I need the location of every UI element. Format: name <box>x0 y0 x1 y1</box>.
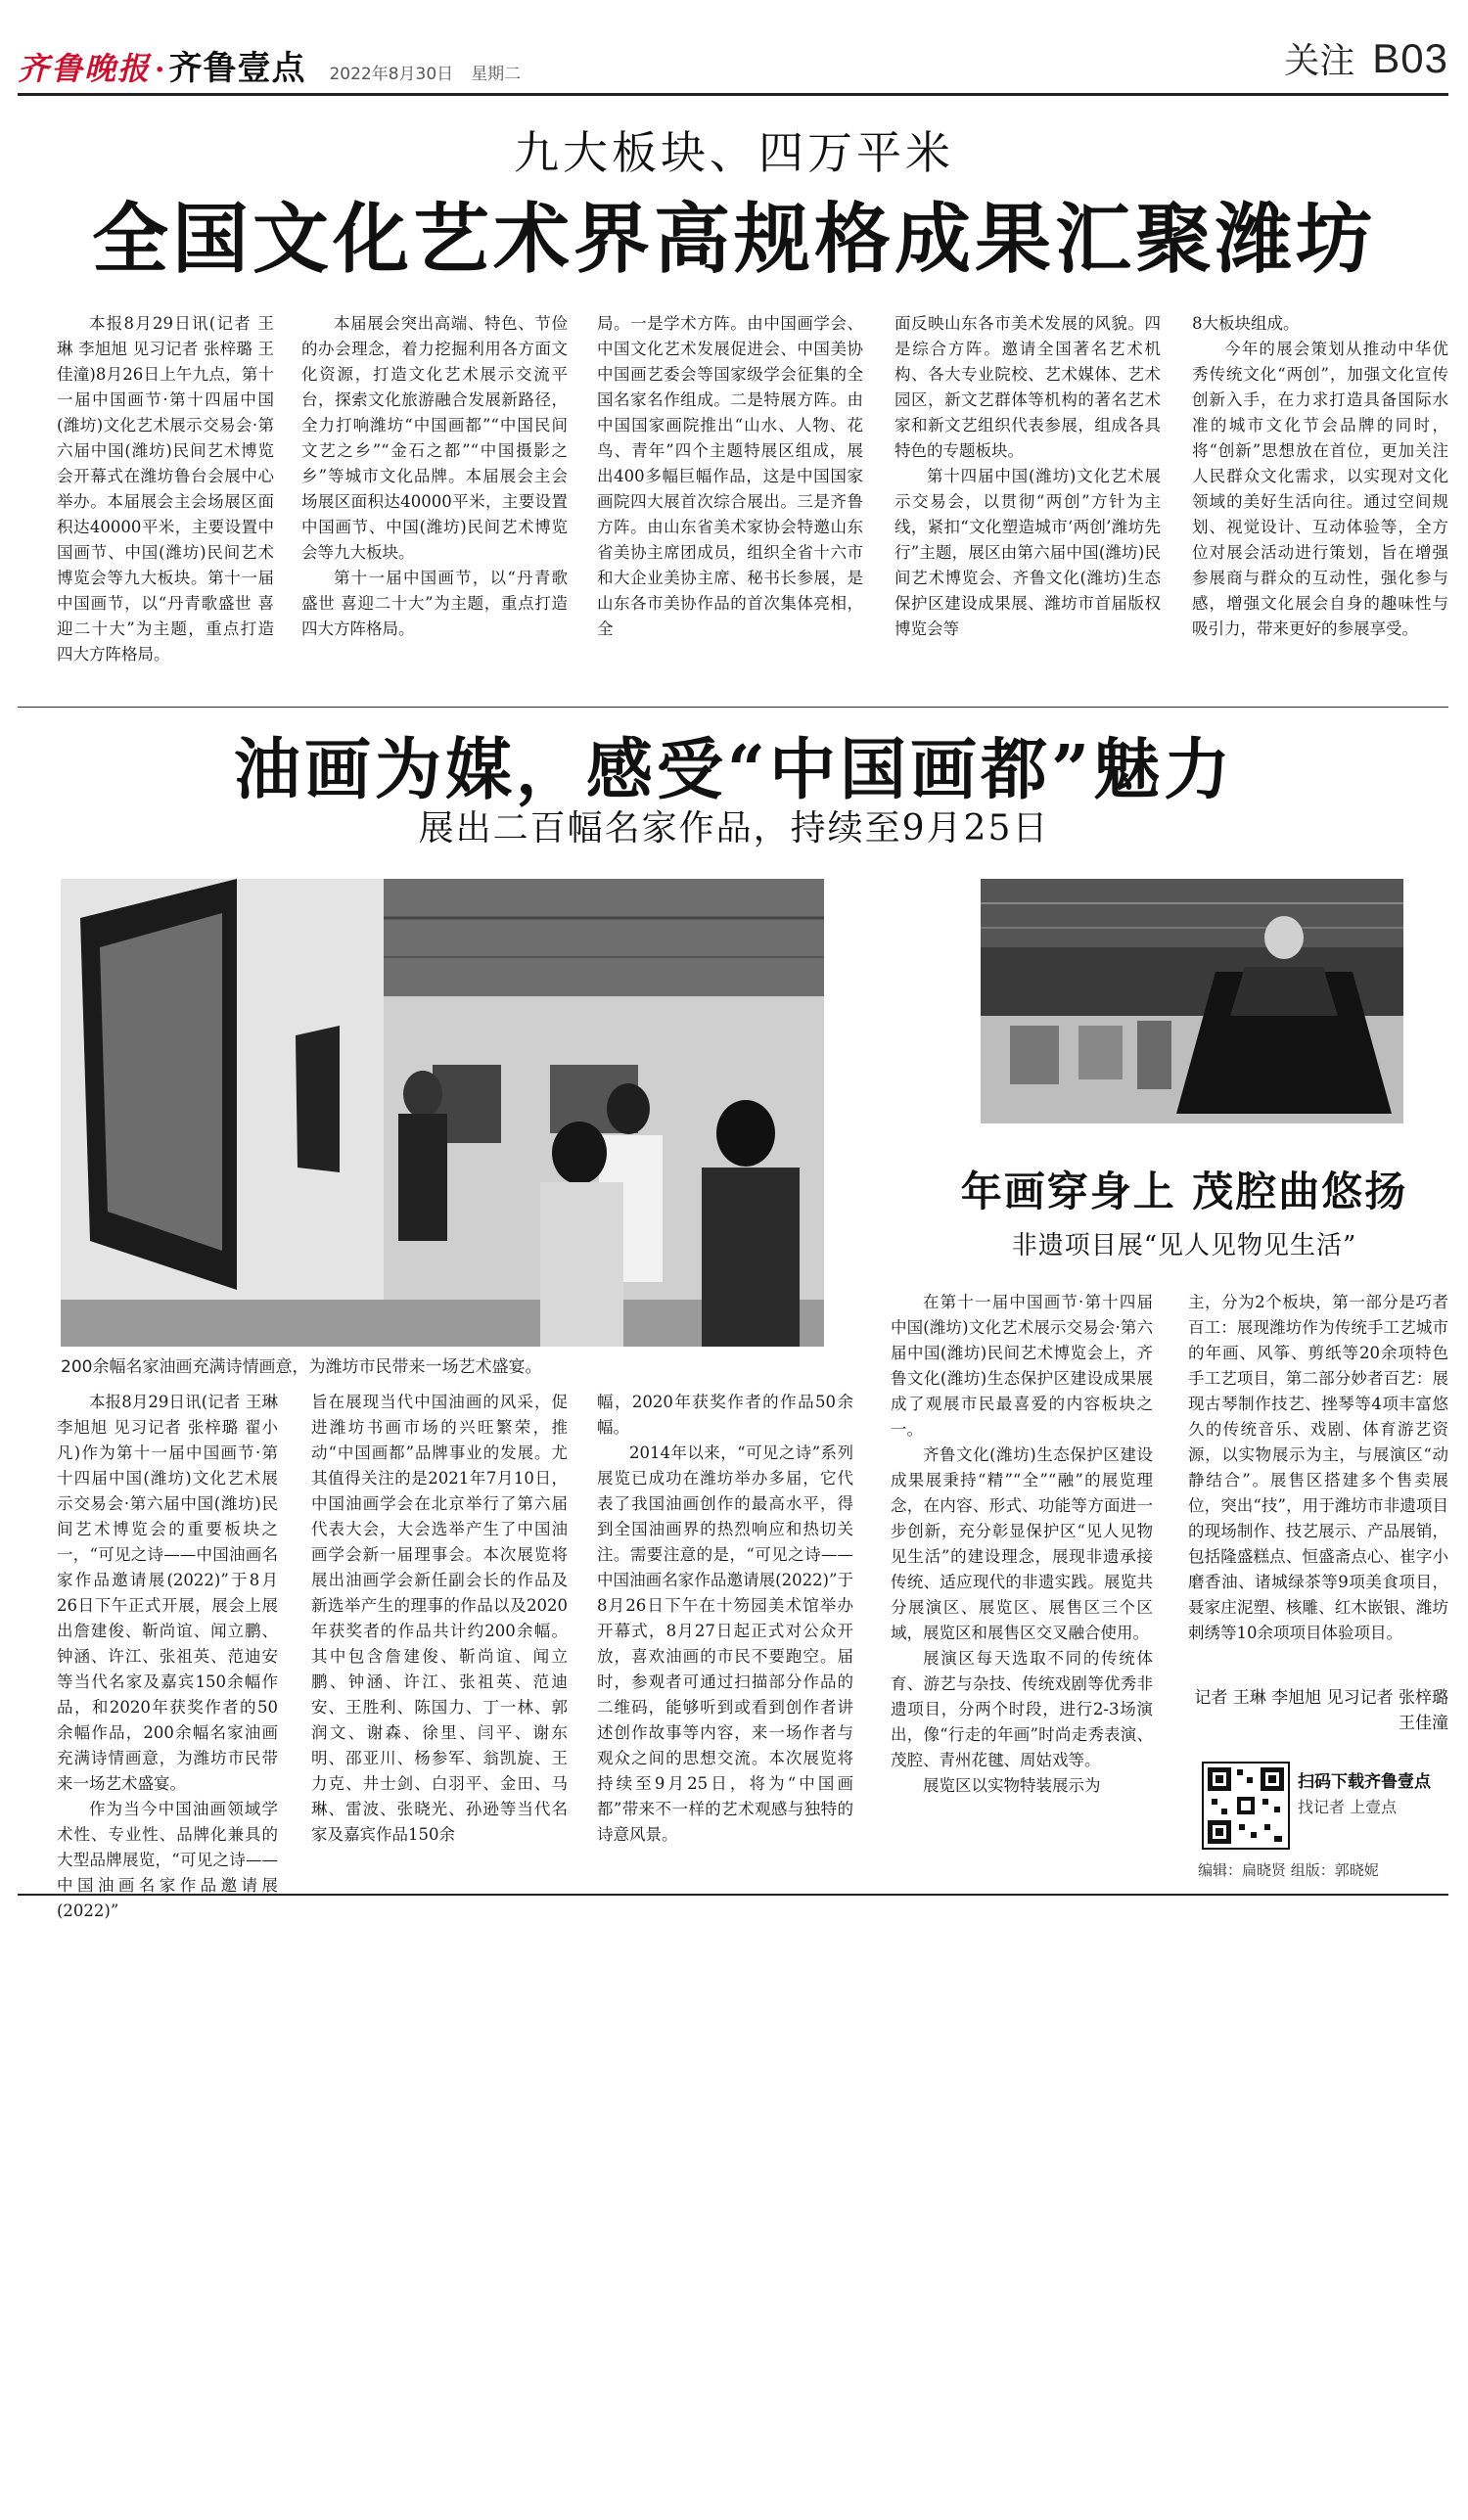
logo-separator: · <box>155 53 165 87</box>
story3-column-2 <box>1188 1290 1448 1681</box>
paragraph: 2014年以来，“可见之诗”系列展览已成功在潍坊举办多届，它代表了我国油画创作的最高水平，得到全国油画界的热烈响应和热切关注。需要注意的是，“可见之诗——中国油画名家作品邀请展(2022)”于8月26日下午在十笏园美术馆举办开幕式，8月27日起正式对公众开放，喜欢油画的市民不要跑空。届时，参观者可通过扫描部分作品的二维码，能够听到或看到创作者讲述创作故事等内容，来一场作者与观众之间的思想交流。本次展览将持续至9月25日，将为“中国画都”带来不一样的艺术观感与独特的诗意风景。 <box>597 1443 853 1844</box>
issue-date: 2022年8月30日 <box>329 65 454 84</box>
story2-subhead: 展出二百幅名家作品，持续至9月25日 <box>418 808 1050 848</box>
story2-column-3 <box>597 1390 853 1891</box>
qr-code[interactable] <box>1202 1762 1290 1850</box>
paragraph: 幅，2020年获奖作者的作品50余幅。 <box>597 1393 853 1437</box>
gallery-photo <box>61 879 824 1347</box>
paragraph: 本报8月29日讯(记者 王琳 李旭旭 见习记者 张梓璐 王佳潼)8月26日上午九点，第十一届中国画节·第十四届中国(潍坊)文化艺术展示交易会·第六届中国(潍坊)民间艺术博览会开幕式在潍坊鲁台会展中心举办。本届展会主会场展区面积达40000平米，主要设置中国画节、中国(潍坊)民间艺术博览会等九大板块。第十一届中国画节，以“丹青歌盛世 喜迎二十大”为主题，重点打造四大方阵格局。 <box>57 314 274 664</box>
gallery-illustration <box>61 879 824 1347</box>
story2-column-1 <box>57 1390 278 1920</box>
qr-code-icon <box>1204 1764 1288 1848</box>
paragraph: 第十四届中国(潍坊)文化艺术展示交易会，以贯彻“两创”方针为主线，紧扣“文化塑造城市‘两创’潍坊先行”主题，展区由第六届中国(潍坊)民间艺术博览会、齐鲁文化(潍坊)生态保护区建设成果展、潍坊市首届版权博览会等 <box>895 467 1161 638</box>
story1-column-2 <box>301 311 568 703</box>
story3-subhead: 非遗项目展“见人见物见生活” <box>1011 1231 1357 1260</box>
story2-headline: 油画为媒，感受“中国画都”魅力 <box>233 731 1235 809</box>
fashion-illustration <box>981 879 1403 1123</box>
paragraph: 展览区以实物特装展示为 <box>923 1776 1101 1795</box>
qr-sublabel: 找记者 上壹点 <box>1298 1798 1398 1816</box>
paragraph: 8大板块组成。 <box>1192 314 1300 333</box>
photo-caption: 200余幅名家油画充满诗情画意，为潍坊市民带来一场艺术盛宴。 <box>61 1357 542 1377</box>
story1-column-1 <box>57 311 274 703</box>
masthead-left <box>18 41 521 89</box>
newspaper-logo: 齐鲁晚报 <box>18 50 152 87</box>
section-name: 关注 <box>1284 41 1355 81</box>
issue-weekday: 星期二 <box>471 65 522 84</box>
paragraph: 旨在展现当代中国油画的风采，促进潍坊书画市场的兴旺繁荣，推动“中国画都”品牌事业的发展。尤其值得关注的是2021年7月10日，中国油画学会在北京举行了第六届代表大会，大会选举产生了中国油画学会新一届理事会。本次展览将展出油画学会新任副会长的作品及新选举产生的理事的作品以及2020年获奖者的作品共计约200余幅。其中包含詹建俊、靳尚谊、闻立鹏、钟涵、许江、张祖英、范迪安、王胜利、陈国力、丁一林、郭润文、谢森、徐里、闫平、谢东明、邵亚川、杨参军、翁凯旋、王力克、井士剑、白羽平、金田、马琳、雷波、张晓光、孙逊等当代名家及嘉宾作品150余 <box>311 1393 568 1844</box>
story3-byline: 记者 王琳 李旭旭 见习记者 张梓璐 王佳潼 <box>1194 1688 1448 1733</box>
story1-column-5 <box>1192 311 1448 703</box>
editor-credits: 编辑：扁晓贤 组版：郭晓妮 <box>1198 1861 1379 1879</box>
app-logo: 齐鲁壹点 <box>168 49 306 88</box>
story1-column-3 <box>597 311 863 703</box>
story1-kicker: 九大板块、四万平米 <box>514 126 954 179</box>
story1-column-4 <box>895 311 1161 703</box>
paragraph: 本届展会突出高端、特色、节俭的办会理念，着力挖掘利用各方面文化资源，打造文化艺术展示交流平台，探索文化旅游融合发展新路径，全力打响潍坊“中国画都”“中国民间文艺之乡”“金石之都”“中国摄影之乡”等城市文化品牌。本届展会主会场展区面积达40000平米，主要设置中国画节、中国(潍坊)民间艺术博览会等九大板块。 <box>301 314 568 562</box>
masthead-rule <box>18 93 1448 96</box>
paragraph: 在第十一届中国画节·第十四届中国(潍坊)文化艺术展示交易会·第六届中国(潍坊)民间艺术博览会上，齐鲁文化(潍坊)生态保护区建设成果展成了观展市民最喜爱的内容板块之一。 <box>891 1293 1153 1439</box>
page-number: B03 <box>1372 35 1448 81</box>
masthead-right <box>1284 33 1448 83</box>
paragraph: 作为当今中国油画领域学术性、专业性、品牌化兼具的大型品牌展览，“可见之诗——中国油画名家作品邀请展(2022)” <box>57 1800 278 1920</box>
masthead <box>18 29 1448 88</box>
paragraph: 局。一是学术方阵。由中国画学会、中国文化艺术发展促进会、中国美协中国画艺委会等国家级学会征集的全国名家名作组成。二是特展方阵。由中国国家画院推出“山水、人物、花鸟、青年”四个主题特展区组成，展出400多幅巨幅作品，这是中国国家画院四大展首次综合展出。三是齐鲁方阵。由山东省美术家协会特邀山东省美协主席团成员，组织全省十六市和大企业美协主席、秘书长参展，是山东各市美协作品的首次集体亮相，全 <box>597 314 863 638</box>
paragraph: 本报8月29日讯(记者 王琳 李旭旭 见习记者 张梓璐 翟小凡)作为第十一届中国画节·第十四届中国(潍坊)文化艺术展示交易会·第六届中国(潍坊)民间艺术博览会的重要板块之一，“可见之诗——中国油画名家作品邀请展(2022)”于8月26日下午正式开展，展会上展出詹建俊、靳尚谊、闻立鹏、钟涵、许江、张祖英、范迪安等当代名家及嘉宾150余幅作品，和2020年获奖作者的50余幅作品，200余幅名家油画充满诗情画意，为潍坊市民带来一场艺术盛宴。 <box>57 1393 278 1793</box>
page-bottom-rule <box>18 1894 1448 1896</box>
story3-headline: 年画穿身上 茂腔曲悠扬 <box>960 1168 1408 1215</box>
fashion-show-photo <box>981 879 1403 1123</box>
story3-column-1 <box>891 1290 1153 1891</box>
qr-label: 扫码下载齐鲁壹点 <box>1298 1772 1431 1792</box>
paragraph: 主，分为2个板块，第一部分是巧者百工：展现潍坊作为传统手工艺城市的年画、风筝、剪纸等20余项特色手工艺项目，第二部分妙者百艺：展现古琴制作技艺、挫琴等4项丰富悠久的传统音乐、戏剧、体育游艺资源，以实物展示为主，与展演区“动静结合”。展售区搭建多个售卖展位，突出“技”，用于潍坊市非遗项目的现场制作、技艺展示、产品展销，包括隆盛糕点、恒盛斋点心、崔字小磨香油、诸城绿茶等9项美食项目，聂家庄泥塑、核雕、红木嵌银、潍坊刺绣等10余项项目体验项目。 <box>1188 1293 1448 1642</box>
story1-headline: 全国文化艺术界高规格成果汇聚潍坊 <box>91 195 1376 284</box>
story2-column-2 <box>311 1390 568 1891</box>
paragraph: 第十一届中国画节，以“丹青歌盛世 喜迎二十大”为主题，重点打造四大方阵格局。 <box>301 569 568 638</box>
paragraph: 齐鲁文化(潍坊)生态保护区建设成果展秉持“精”“全”“融”的展览理念，在内容、形式、功能等方面进一步创新，充分彰显保护区“见人见物见生活”的建设理念，展现非遗承接传统、适应现代的非遗实践。展览共分展演区、展览区、展售区三个区域，展览区和展售区交叉融合使用。 <box>891 1445 1153 1642</box>
paragraph: 今年的展会策划从推动中华优秀传统文化“两创”，加强文化宣传创新入手，在力求打造具备国际水准的城市文化节会品牌的同时，将“创新”思想放在首位，更加关注人民群众文化需求，以实现对文化领域的美好生活向往。通过空间规划、视觉设计、互动体验等，全方位对展会活动进行策划，旨在增强参展商与群众的互动性，强化参与感，增强文化展会自身的趣味性与吸引力，带来更好的参展享受。 <box>1192 340 1448 638</box>
paragraph: 面反映山东各市美术发展的风貌。四是综合方阵。邀请全国著名艺术机构、各大专业院校、艺术媒体、艺术园区，新文艺群体等机构的著名艺术家和新文艺组织代表参展，组成各具特色的专题板块。 <box>895 314 1161 460</box>
story-divider <box>18 707 1448 708</box>
paragraph: 展演区每天选取不同的传统体育、游艺与杂技、传统戏剧等优秀非遗项目，分两个时段，进行2-3场演出，像“行走的年画”时尚走秀表演、茂腔、青州花毽、周姑戏等。 <box>891 1649 1153 1769</box>
